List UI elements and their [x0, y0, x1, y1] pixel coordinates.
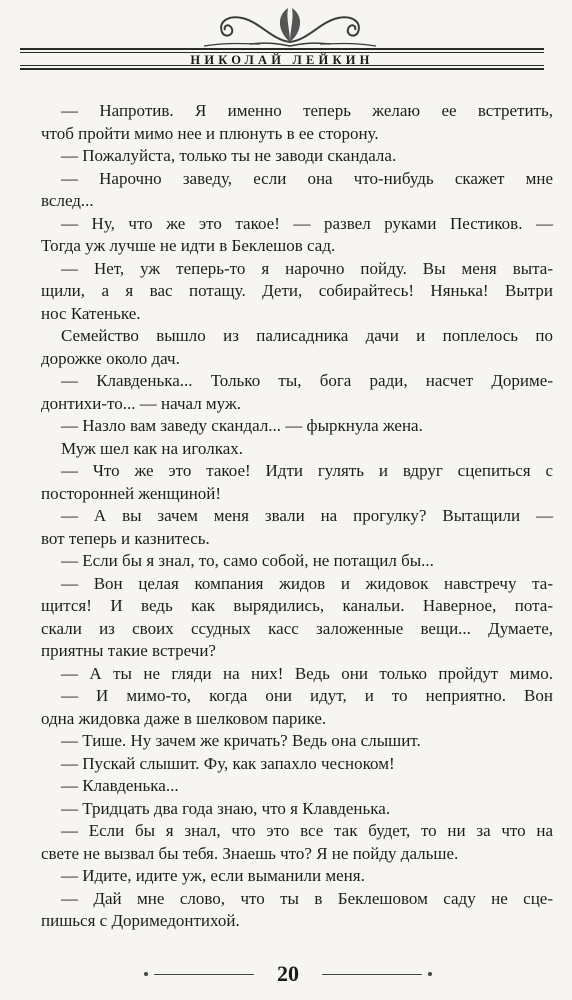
- text-line: — Клавденька...: [61, 776, 179, 795]
- text-line: — Клавденька... Только ты, бога ради, насчет Дориме-: [61, 371, 553, 390]
- text-line: — Пожалуйста, только ты не заводи скандала.: [61, 146, 397, 165]
- text-line: — Пускай слышит. Фу, как запахло чесноком!: [61, 753, 395, 773]
- text-line: — Нет, уж теперь-то я нарочно пойду. Вы меня выта-: [61, 258, 553, 278]
- text-line: — Ну, что же это такое! — развел руками Пестиков. —: [61, 213, 553, 233]
- text-line: дорожке около дач.: [41, 348, 180, 368]
- text-line: — Идите, идите уж, если выманили меня.: [61, 866, 365, 885]
- text-line: одна жидовка даже в шелковом парике.: [41, 708, 327, 728]
- text-line: скали из своих ссудных касс заложенные вещи... Думаете,: [41, 618, 553, 638]
- text-line: — А ты не гляди на них! Ведь они только пройдут мимо.: [61, 663, 553, 683]
- text-line: свете не вызвал бы тебя. Знаешь что? Я не пойду дальше.: [41, 843, 459, 863]
- text-line: пишься с Доримедонтихой.: [41, 911, 240, 930]
- text-line: посторонней женщиной!: [41, 483, 222, 503]
- running-head-author: НИКОЛАЙ ЛЕЙКИН: [190, 53, 374, 67]
- text-line: Семейство вышло из палисадника дачи и поплелось по: [61, 326, 553, 345]
- text-line: щили, а я вас потащу. Дети, собирайтесь! Нянька! Вытри: [41, 281, 553, 300]
- footer-rule-right: [322, 974, 422, 975]
- text-line: — Тише. Ну зачем же кричать? Ведь она слышит.: [61, 731, 421, 750]
- text-line: чтоб пройти мимо нее и плюнуть в ее сторону.: [41, 123, 379, 143]
- text-line: — Если бы я знал, что это все так будет, то ни за что на: [61, 821, 553, 840]
- text-line: приятны такие встречи?: [41, 641, 216, 660]
- text-line: — Что же это такое! Идти гулять и вдруг сцепиться с: [61, 461, 553, 480]
- text-line: — Вон целая компания жидов и жидовок навстречу та-: [61, 573, 553, 593]
- text-line: Муж шел как на иголках.: [61, 438, 243, 458]
- text-line: — Нарочно заведу, если она что-нибудь скажет мне: [61, 168, 553, 188]
- page-footer: [138, 960, 438, 990]
- text-line: — Дай мне слово, что ты в Беклешовом саду не сце-: [61, 888, 553, 908]
- running-head-band: [20, 48, 544, 70]
- footer-dot-right: [428, 972, 432, 976]
- header-flourish-ornament: [190, 2, 390, 48]
- text-line: вслед...: [41, 191, 94, 210]
- text-line: — Напротив. Я именно теперь желаю ее встретить,: [61, 101, 553, 120]
- text-line: донтихи-то... — начал муж.: [41, 393, 241, 413]
- text-line: щится! И ведь как вырядились, канальи. Наверное, пота-: [41, 596, 553, 615]
- text-line: Тогда уж лучше не идти в Беклешов сад.: [41, 236, 336, 255]
- page-number: 20: [277, 961, 299, 986]
- text-line: вот теперь и казнитесь.: [41, 528, 210, 548]
- text-line: — И мимо-то, когда они идут, и то неприятно. Вон: [61, 686, 553, 705]
- text-line: — А вы зачем меня звали на прогулку? Вытащили —: [61, 506, 553, 525]
- text-line: нос Катеньке.: [41, 303, 141, 323]
- text-line: — Назло вам заведу скандал... — фыркнула жена.: [61, 416, 423, 435]
- text-line: — Если бы я знал, то, само собой, не потащил бы...: [61, 551, 434, 570]
- body-text: [41, 100, 553, 933]
- text-line: — Тридцать два года знаю, что я Клавденька.: [61, 798, 391, 818]
